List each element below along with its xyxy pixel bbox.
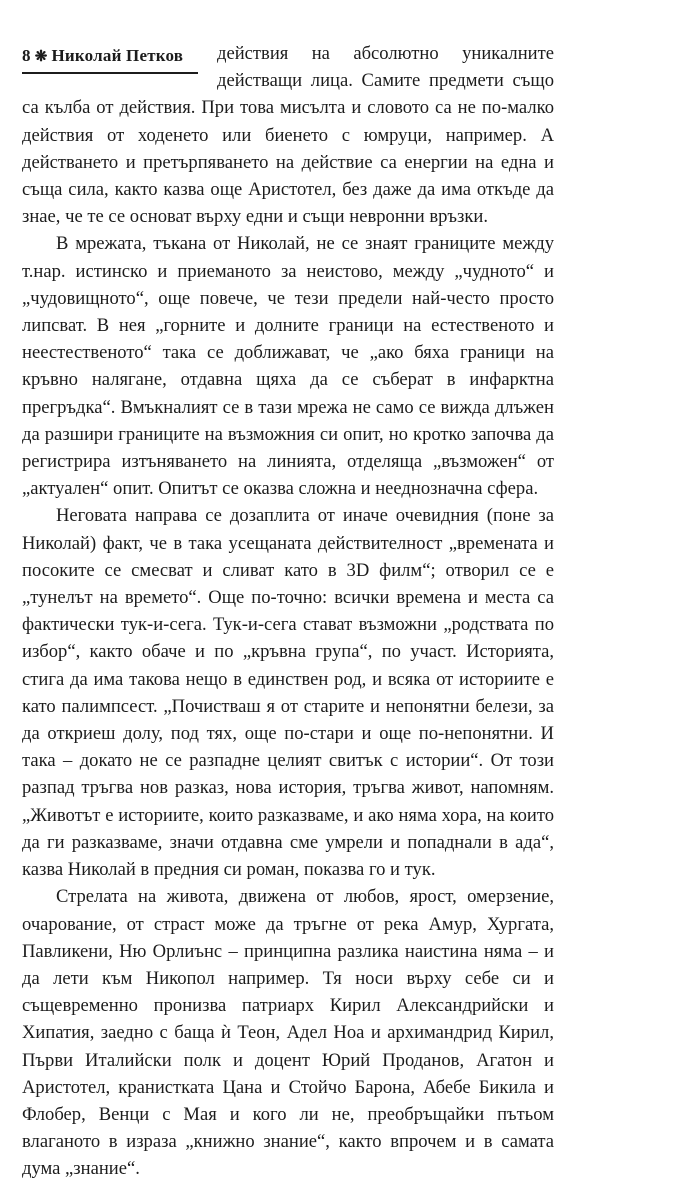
- body-text: [22, 40, 554, 1183]
- paragraph: В мрежата, тъкана от Николай, не се знаят границите между т.нар. истинско и приеманото за неистово, между „чудното“ и „чудовищното“, още повече, че тези предели най-често просто липсват. В нея „горните и долните граници на естественото и неестественото“ така се доближават, че „ако бяха граници на кръвно налягане, отдавна щяха да се съберат в инфарктна прегръдка“. Вмъкналият се в тази мрежа не само се вижда длъжен да разшири границите на възможния си опит, но кротко започва да регистрира изтъняването на линията, отделяща „възможен“ от „актуален“ опит. Опитът се оказва сложна и нееднозначна сфера.: [22, 233, 554, 500]
- paragraph: Стрелата на живота, движена от любов, ярост, омерзение, очарование, от страст може да тръгне от река Амур, Хургата, Павликени, Ню Орлиънс – принципна разлика наистина няма – и да лети към Никопол например. Тя носи върху себе си и същевременно пронизва патриарх Кирил Александрийски и Хипатия, заедно с баща ѝ Теон, Адел Ноа и архимандрид Кирил, Първи Италийски полк и доцент Юрий Проданов, Агатон и Аристотел, кранистката Цана и Стойчо Барона, Абебе Бикила и Флобер, Венци с Мая и кого ли не, преобръщайки пътьом влаганото в израза „книжно знание“, както впрочем и в самата дума „знание“.: [22, 886, 554, 1180]
- ornament-icon: ❋: [34, 49, 48, 65]
- paragraph: действия на абсолютно уникалните действащи лица. Самите предмети също са кълба от действия. При това мисълта и словото са не по-малко действия от ходенето или биенето с юмруци, например. А действането и претърпяването на действие са енергии на една и съща сила, както казва още Аристотел, без даже да има откъде да знае, че те се основат върху едни и същи невронни връзки.: [22, 43, 554, 228]
- page-number: 8: [22, 46, 31, 65]
- author-name: Николай Петков: [51, 46, 184, 65]
- paragraph: Неговата направа се дозаплита от иначе очевидния (поне за Николай) факт, че в така усещаната действителност „времената и посоките се смесват и сливат като в 3D филм“; отворил се е „тунелът на времето“. Още по-точно: всички времена и места са фактически тук-и-сега. Тук-и-сега стават възможни „родствата по избор“, както обаче и по „кръвна група“, по участ. Историята, стига да има такова нещо в единствен род, и всяка от историите е като палимпсест. „Почистваш я от старите и непонятни белези, за да откриеш долу, под тях, още по-стари и още по-непонятни. И така – докато не се разпадне целият свитък с истории“. От този разпад тръгва нов разказ, нова история, тръгва живот, напомням. „Животът е историите, които разказваме, и ако няма хора, на които да ги разказваме, значи отдавна сме умрели и попаднали в ада“, казва Николай в предния си роман, показва го и тук.: [22, 505, 554, 881]
